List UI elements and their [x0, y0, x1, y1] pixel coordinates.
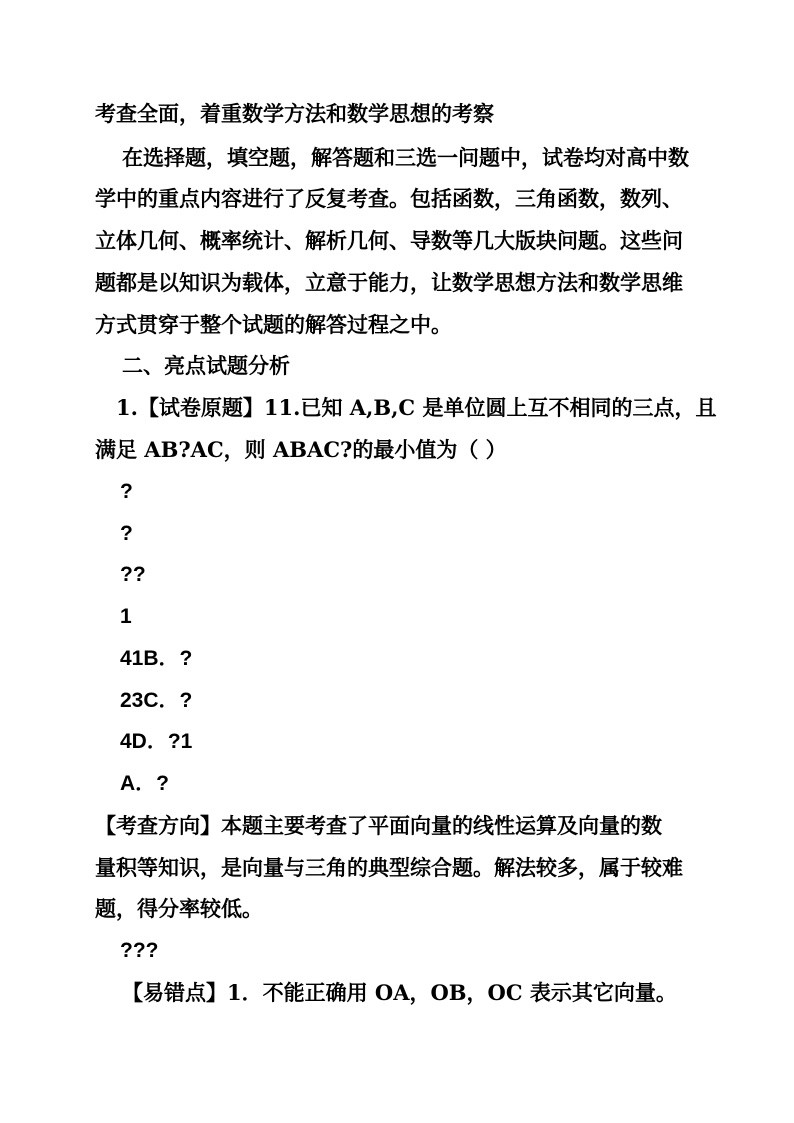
paragraph-line-3: 学中的重点内容进行了反复考查。包括函数，三角函数，数列、 [95, 186, 683, 211]
analysis-line-2: 量积等知识，是向量与三角的典型综合题。解法较多，属于较难 [95, 855, 683, 880]
garbled-line-3: ?? [120, 563, 146, 586]
option-line-b: 41B．? [120, 647, 193, 670]
option-line-a: A．? [120, 772, 169, 795]
option-line-d: 4D．?1 [120, 730, 193, 753]
paragraph-line-6: 方式贯穿于整个试题的解答过程之中。 [95, 312, 452, 337]
question-line-1: 1.【试卷原题】11.已知 A,B,C 是单位圆上互不相同的三点，且 [116, 395, 717, 420]
option-line-c: 23C．? [120, 689, 193, 712]
garbled-line-4: 1 [120, 605, 132, 628]
error-point-line: 【易错点】1．不能正确用 OA，OB，OC 表示其它向量。 [122, 980, 677, 1005]
analysis-line-3: 题，得分率较低。 [95, 896, 263, 921]
question-line-2: 满足 AB?AC，则 ABAC?的最小值为（ ） [95, 437, 507, 462]
paragraph-line-1: 考查全面，着重数学方法和数学思想的考察 [95, 101, 494, 126]
garbled-line-1: ? [120, 480, 133, 503]
garbled-line-2: ? [120, 522, 133, 545]
section-heading: 二、亮点试题分析 [122, 353, 290, 378]
analysis-line-1: 【考查方向】本题主要考查了平面向量的线性运算及向量的数 [95, 813, 662, 838]
paragraph-line-4: 立体几何、概率统计、解析几何、导数等几大版块问题。这些问 [95, 228, 683, 253]
garbled-line-5: ??? [120, 939, 159, 962]
paragraph-line-5: 题都是以知识为载体，立意于能力，让数学思想方法和数学思维 [95, 270, 683, 295]
paragraph-line-2: 在选择题，填空题，解答题和三选一问题中，试卷均对高中数 [122, 145, 689, 170]
